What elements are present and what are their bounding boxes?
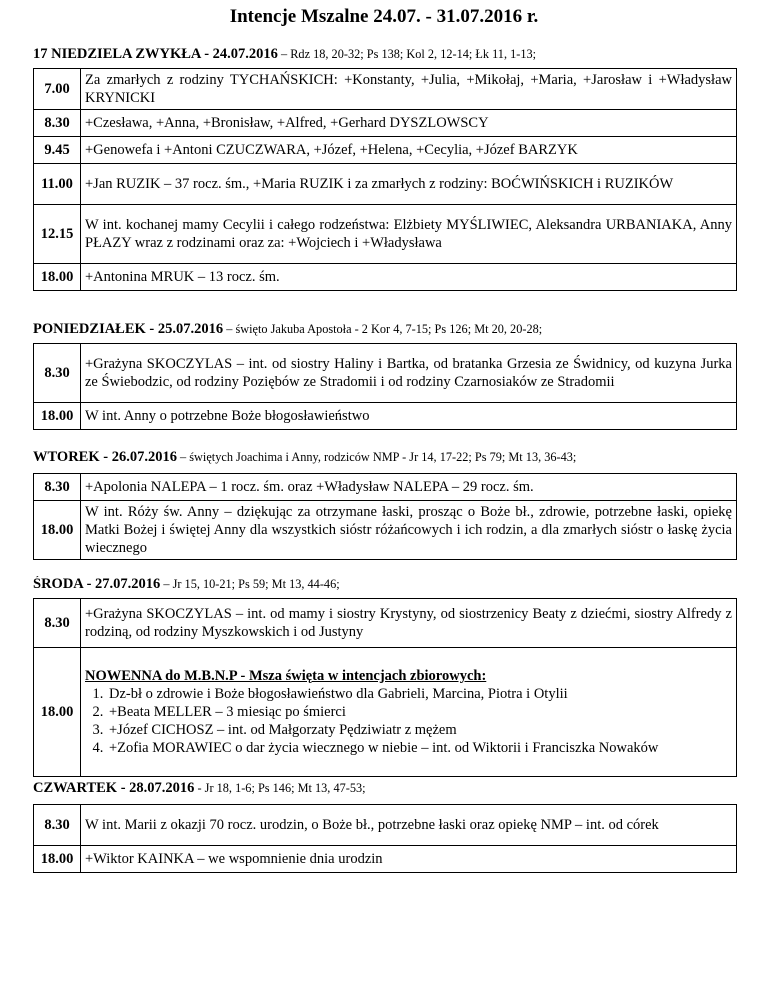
day-header-sunday <box>33 46 743 63</box>
table-row <box>34 110 737 137</box>
list-item: 4. +Zofia MORAWIEC o dar życia wiecznego w niebie – int. od Wiktorii i Franciszka Nowaków <box>107 739 732 757</box>
mass-time: 8.30 <box>34 599 81 648</box>
mass-intention: W int. Róży św. Anny – dziękując za otrzymane łaski, prosząc o Boże bł., zdrowie, potrzebne łaski, opiekę Matki Bożej i świętej Anny dla wszystkich sióstr różańcowych i ich rodzin, a dla zmarłych sióstr o łaskę życia wiecznego <box>81 501 737 560</box>
novena-cell <box>81 648 737 777</box>
table-row <box>34 805 737 846</box>
day-readings: - Jr 18, 1-6; Ps 146; Mt 13, 47-53; <box>194 781 366 795</box>
list-item: 2. +Beata MELLER – 3 miesiąc po śmierci <box>107 703 732 721</box>
mass-time: 18.00 <box>34 264 81 291</box>
mass-intention: Za zmarłych z rodziny TYCHAŃSKICH: +Konstanty, +Julia, +Mikołaj, +Maria, +Jarosław i +Władysław KRYNICKI <box>81 69 737 110</box>
table-row <box>34 599 737 648</box>
mass-time: 8.30 <box>34 474 81 501</box>
mass-intention: W int. kochanej mamy Cecylii i całego rodzeństwa: Elżbiety MYŚLIWIEC, Aleksandra URBANIAKA, Anny PŁAZY wraz z rodzinami oraz za: +Wojciech i +Władysława <box>81 205 737 264</box>
day-readings: – Rdz 18, 20-32; Ps 138; Kol 2, 12-14; Łk 11, 1-13; <box>277 47 537 61</box>
mass-intention: W int. Anny o potrzebne Boże błogosławieństwo <box>81 403 737 430</box>
mass-time: 12.15 <box>34 205 81 264</box>
mass-time: 11.00 <box>34 164 81 205</box>
table-row <box>34 164 737 205</box>
day-name: ŚRODA - 27.07.2016 <box>33 576 161 592</box>
day-header-tuesday <box>33 449 743 466</box>
table-row <box>34 137 737 164</box>
day-readings: – Jr 15, 10-21; Ps 59; Mt 13, 44-46; <box>160 577 340 591</box>
mass-intention: +Grażyna SKOCZYLAS – int. od siostry Haliny i Bartka, od bratanka Grzesia ze Świdnicy, od kuzyna Jurka ze Świebodzic, od rodziny Poziębów ze Stradomii i od rodziny Czarnosiaków ze Stradomii <box>81 344 737 403</box>
mass-intention: +Jan RUZIK – 37 rocz. śm., +Maria RUZIK i za zmarłych z rodziny: BOĆWIŃSKICH i RUZIKÓW <box>81 164 737 205</box>
mass-intention: +Genowefa i +Antoni CZUCZWARA, +Józef, +Helena, +Cecylia, +Józef BARZYK <box>81 137 737 164</box>
page-title: Intencje Mszalne 24.07. - 31.07.2016 r. <box>229 6 539 27</box>
table-row <box>34 403 737 430</box>
table-row <box>34 501 737 560</box>
table-row <box>34 846 737 873</box>
table-row <box>34 474 737 501</box>
day-name: WTOREK - 26.07.2016 <box>33 449 177 465</box>
day-header-monday <box>33 321 743 338</box>
day-header-thursday <box>33 780 743 797</box>
mass-intention: +Apolonia NALEPA – 1 rocz. śm. oraz +Władysław NALEPA – 29 rocz. śm. <box>81 474 737 501</box>
mass-table-tuesday <box>33 473 737 560</box>
table-row <box>34 344 737 403</box>
mass-time: 8.30 <box>34 110 81 137</box>
mass-intention: +Wiktor KAINKA – we wspomnienie dnia urodzin <box>81 846 737 873</box>
table-row <box>34 205 737 264</box>
day-name: 17 NIEDZIELA ZWYKŁA - 24.07.2016 <box>33 46 278 62</box>
mass-time: 18.00 <box>34 501 81 560</box>
mass-intention: W int. Marii z okazji 70 rocz. urodzin, o Boże bł., potrzebne łaski oraz opiekę NMP – int. od córek <box>81 805 737 846</box>
mass-table-thursday <box>33 804 737 873</box>
mass-table-sunday <box>33 68 737 291</box>
day-readings: – święto Jakuba Apostoła - 2 Kor 4, 7-15; Ps 126; Mt 20, 20-28; <box>223 322 543 336</box>
mass-time: 8.30 <box>34 805 81 846</box>
novena-list <box>85 685 732 757</box>
day-name: PONIEDZIAŁEK - 25.07.2016 <box>33 321 224 337</box>
list-item: 1. Dz-bł o zdrowie i Boże błogosławieństwo dla Gabrieli, Marcina, Piotra i Otylii <box>107 685 732 703</box>
table-row <box>34 648 737 777</box>
table-row <box>34 264 737 291</box>
mass-time: 18.00 <box>34 403 81 430</box>
day-header-wednesday <box>33 576 743 593</box>
day-readings: – świętych Joachima i Anny, rodziców NMP - Jr 14, 17-22; Ps 79; Mt 13, 36-43; <box>176 450 577 464</box>
list-item: 3. +Józef CICHOSZ – int. od Małgorzaty Pędziwiatr z mężem <box>107 721 732 739</box>
mass-time: 18.00 <box>34 846 81 873</box>
mass-intention: +Czesława, +Anna, +Bronisław, +Alfred, +Gerhard DYSZLOWSCY <box>81 110 737 137</box>
mass-time: 18.00 <box>34 648 81 777</box>
mass-intention: +Grażyna SKOCZYLAS – int. od mamy i siostry Krystyny, od siostrzenicy Beaty z dziećmi, siostry Alfredy z rodziną, od rodziny Myszkowskich i od Justyny <box>81 599 737 648</box>
mass-time: 7.00 <box>34 69 81 110</box>
mass-intention: +Antonina MRUK – 13 rocz. śm. <box>81 264 737 291</box>
mass-time: 8.30 <box>34 344 81 403</box>
mass-table-monday <box>33 343 737 430</box>
day-name: CZWARTEK - 28.07.2016 <box>33 780 195 796</box>
mass-table-wednesday <box>33 598 737 777</box>
novena-title: NOWENNA do M.B.N.P - Msza święta w intencjach zbiorowych: <box>85 668 487 684</box>
mass-time: 9.45 <box>34 137 81 164</box>
table-row <box>34 69 737 110</box>
